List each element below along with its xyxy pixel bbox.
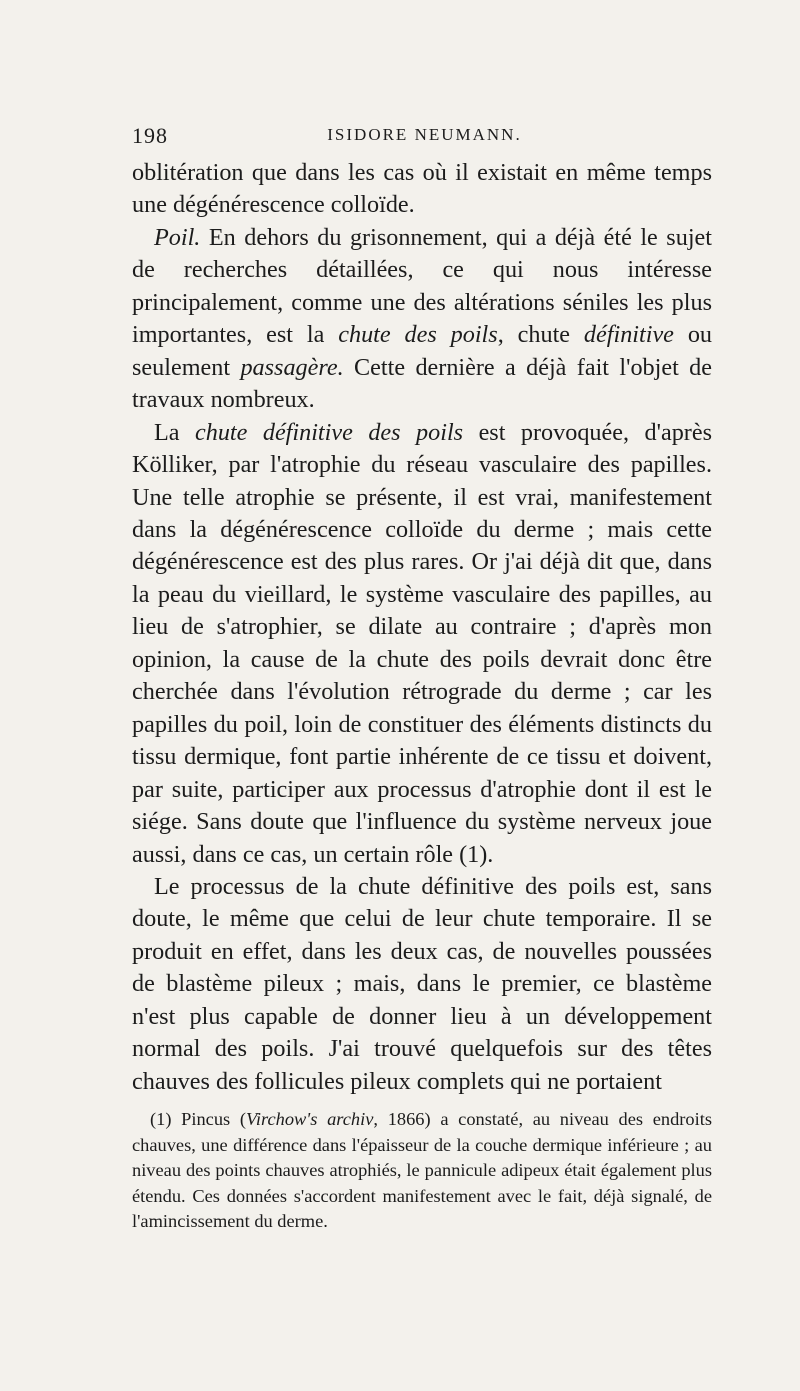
paragraph-poil: Poil. En dehors du grisonnement, qui a déjà été le sujet de recherches détaillées, ce qui nous intéresse principalement, comme une des altérations séniles les plus importantes, est la chute des poils, chute définitive ou seulement passagère. Cette dernière a déjà fait l'objet de travaux nombreux. <box>132 223 713 414</box>
footnote <box>132 1107 712 1235</box>
body-text <box>132 157 712 1098</box>
page-header <box>132 123 717 153</box>
paragraph-1: oblitération que dans les cas où il existait en même temps une dégénérescence colloïde. <box>132 159 712 219</box>
page-number: 198 <box>132 123 168 148</box>
footnote-1: (1) Pincus (Virchow's archiv, 1866) a constaté, au niveau des endroits chauves, une différence dans l'épaisseur de la couche dermique inférieure ; au niveau des points chauves atrophiés, le pannicule adipeux était également plus étendu. Ces données s'accordent manifestement avec le fait, déjà signalé, de l'amincissement du derme. <box>132 1109 712 1231</box>
italic-phrase: passagère. <box>240 353 344 381</box>
italic-phrase: chute définitive des poils <box>195 418 464 446</box>
italic-phrase: chute des poils <box>338 321 498 349</box>
paragraph-chute-definitive: La chute définitive des poils est provoquée, d'après Kölliker, par l'atrophie du réseau vasculaire des papilles. Une telle atrophie se présente, il est vrai, manifestement dans la dégénérescence colloïde du derme ; mais cette dégénérescence est des plus rares. Or j'ai déjà dit que, dans la peau du vieillard, le système vasculaire des papilles, au lieu de s'atrophier, se dilate au contraire ; d'après mon opinion, la cause de la chute des poils devrait donc être cherchée dans l'évolution rétrograde du derme ; car les papilles du poil, loin de constituer des éléments distincts du tissu dermique, font partie inhérente de ce tissu et doivent, par suite, participer aux processus d'atrophie dont il est le siége. Sans doute que l'influence du système nerveux joue aussi, dans ce cas, un certain rôle (1). <box>132 418 713 868</box>
italic-phrase: Poil. <box>154 223 201 251</box>
italic-phrase: Virchow's archiv <box>246 1109 374 1129</box>
italic-phrase: définitive <box>583 321 674 349</box>
paragraph-processus: Le processus de la chute définitive des poils est, sans doute, le même que celui de leur chute temporaire. Il se produit en effet, dans les deux cas, de nouvelles poussées de blastème pileux ; mais, dans le premier, ce blastème n'est plus capable de donner lieu à un développement normal des poils. J'ai trouvé quelquefois sur des têtes chauves des follicules pileux complets qui ne portaient <box>132 872 712 1095</box>
running-title: ISIDORE NEUMANN. <box>327 125 522 144</box>
